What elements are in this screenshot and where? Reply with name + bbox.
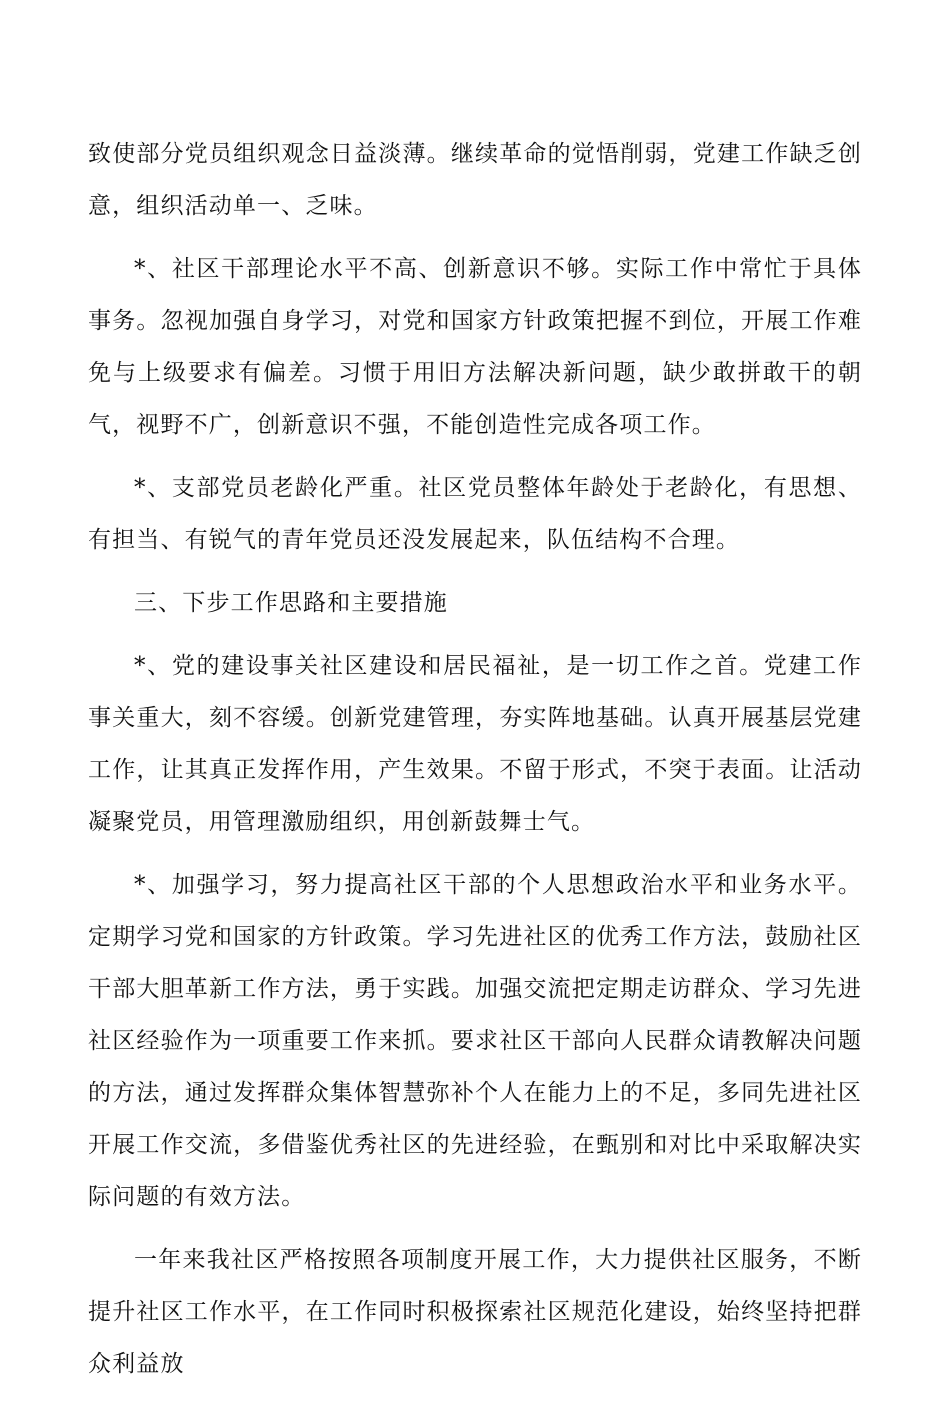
- paragraph-aging-members: *、支部党员老龄化严重。社区党员整体年龄处于老龄化，有思想、有担当、有锐气的青年党员还没发展起来，队伍结构不合理。: [88, 475, 862, 553]
- section-heading-next-steps: 三、下步工作思路和主要措施: [134, 590, 448, 616]
- document-body: [88, 128, 862, 1401]
- paragraph-continuation: 致使部分党员组织观念日益淡薄。继续革命的觉悟削弱，党建工作缺乏创意，组织活动单一、乏味。: [88, 141, 862, 219]
- paragraph-year-summary: 一年来我社区严格按照各项制度开展工作，大力提供社区服务，不断提升社区工作水平，在工作同时积极探索社区规范化建设，始终坚持把群众利益放: [88, 1247, 862, 1377]
- paragraph-party-building: *、党的建设事关社区建设和居民福祉，是一切工作之首。党建工作事关重大，刻不容缓。创新党建管理，夯实阵地基础。认真开展基层党建工作，让其真正发挥作用，产生效果。不留于形式，不突于表面。让活动凝聚党员，用管理激励组织，用创新鼓舞士气。: [88, 653, 862, 835]
- paragraph-strengthen-learning: *、加强学习，努力提高社区干部的个人思想政治水平和业务水平。定期学习党和国家的方针政策。学习先进社区的优秀工作方法，鼓励社区干部大胆革新工作方法，勇于实践。加强交流把定期走访群众、学习先进社区经验作为一项重要工作来抓。要求社区干部向人民群众请教解决问题的方法，通过发挥群众集体智慧弥补个人在能力上的不足，多同先进社区开展工作交流，多借鉴优秀社区的先进经验，在甄别和对比中采取解决实际问题的有效方法。: [88, 872, 862, 1210]
- paragraph-cadre-theory: *、社区干部理论水平不高、创新意识不够。实际工作中常忙于具体事务。忽视加强自身学习，对党和国家方针政策把握不到位，开展工作难免与上级要求有偏差。习惯于用旧方法解决新问题，缺少敢拼敢干的朝气，视野不广，创新意识不强，不能创造性完成各项工作。: [88, 256, 862, 438]
